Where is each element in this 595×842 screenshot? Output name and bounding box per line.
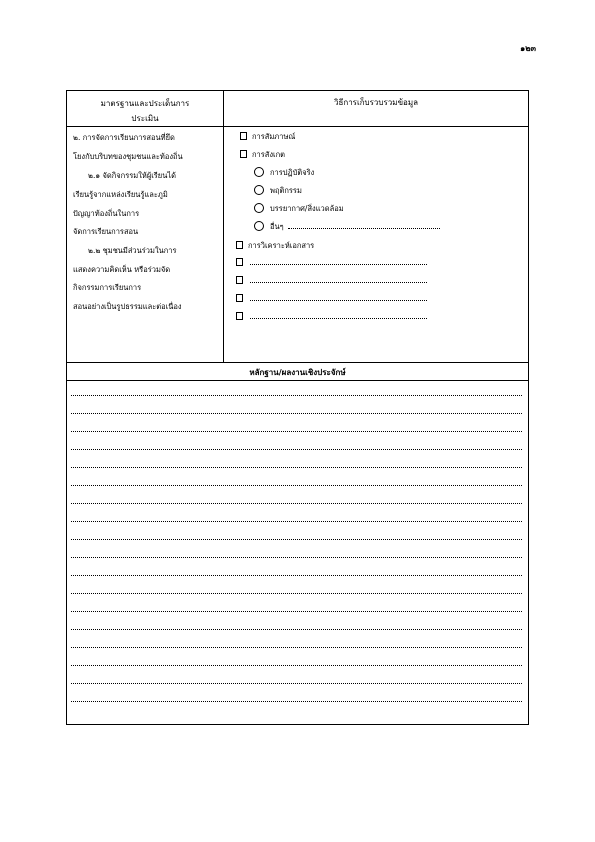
checkbox-observation[interactable] — [240, 150, 247, 158]
blank-fill-line[interactable] — [250, 276, 427, 283]
standard-text: จัดการเรียนการสอน — [73, 227, 139, 236]
header-methods-cell — [224, 91, 528, 127]
checkbox-document-analysis[interactable] — [236, 241, 243, 249]
evidence-line[interactable] — [71, 701, 522, 702]
evidence-line[interactable] — [71, 431, 522, 432]
radio-atmosphere[interactable] — [254, 203, 264, 213]
header-standards-line1: มาตรฐานและประเด็นการ — [100, 99, 190, 108]
evidence-line[interactable] — [71, 593, 522, 594]
methods-cell — [224, 127, 528, 363]
header-standards-line2: ประเมิน — [131, 114, 159, 123]
evidence-line[interactable] — [71, 539, 522, 540]
checkbox-blank[interactable] — [236, 294, 243, 302]
radio-behavior[interactable] — [254, 185, 264, 195]
evidence-line[interactable] — [71, 557, 522, 558]
evidence-line[interactable] — [71, 395, 522, 396]
checkbox-blank[interactable] — [236, 312, 243, 320]
method-blank-row[interactable] — [236, 258, 427, 267]
standard-text: โยงกับบริบทของชุมชนและท้องถิ่น — [73, 152, 183, 161]
header-standards-cell — [67, 91, 224, 127]
method-blank-row[interactable] — [236, 276, 427, 285]
evidence-line[interactable] — [71, 413, 522, 414]
method-interview[interactable] — [240, 131, 295, 143]
observation-option-label: การปฏิบัติจริง — [270, 168, 315, 177]
checkbox-blank[interactable] — [236, 258, 243, 266]
observation-option-label: พฤติกรรม — [270, 186, 302, 195]
blank-fill-line[interactable] — [250, 312, 427, 319]
evidence-line[interactable] — [71, 683, 522, 684]
evidence-line[interactable] — [71, 611, 522, 612]
standard-text: ๒.๑ จัดกิจกรรมให้ผู้เรียนได้ — [88, 171, 176, 180]
method-blank-row[interactable] — [236, 312, 427, 321]
evidence-line[interactable] — [71, 467, 522, 468]
evidence-line[interactable] — [71, 629, 522, 630]
method-document-analysis-label: การวิเคราะห์เอกสาร — [248, 241, 315, 250]
other-fill-line[interactable] — [288, 222, 440, 229]
method-document-analysis[interactable] — [236, 240, 314, 252]
method-blank-row[interactable] — [236, 294, 427, 303]
standards-cell — [67, 127, 224, 363]
method-observation[interactable] — [240, 149, 285, 161]
observation-option[interactable] — [254, 185, 302, 197]
standard-text: สอนอย่างเป็นรูปธรรมและต่อเนื่อง — [73, 302, 182, 311]
standard-text: ปัญญาท้องถิ่นในการ — [73, 209, 140, 218]
observation-option-label: อื่นๆ — [270, 222, 284, 231]
standard-text: ๒.๒ ชุมชนมีส่วนร่วมในการ — [88, 246, 177, 255]
standard-text: เรียนรู้จากแหล่งเรียนรู้และภูมิ — [73, 190, 168, 199]
evidence-title — [67, 363, 528, 381]
evidence-line[interactable] — [71, 647, 522, 648]
method-observation-label: การสังเกต — [252, 150, 285, 159]
method-interview-label: การสัมภาษณ์ — [252, 132, 296, 141]
page-number: ๑๒๓ — [520, 44, 536, 53]
standard-text: แสดงความคิดเห็น หรือร่วมจัด — [73, 265, 171, 274]
checkbox-interview[interactable] — [240, 132, 247, 140]
observation-option[interactable] — [254, 167, 314, 179]
assessment-form-table — [66, 90, 529, 725]
blank-fill-line[interactable] — [250, 294, 427, 301]
header-methods-label: วิธีการเก็บรวบรวมข้อมูล — [333, 98, 419, 107]
standard-text: กิจกรรมการเรียนการ — [73, 283, 142, 292]
evidence-line[interactable] — [71, 449, 522, 450]
evidence-line[interactable] — [71, 521, 522, 522]
observation-option[interactable] — [254, 221, 440, 233]
observation-option-label: บรรยากาศ/สิ่งแวดล้อม — [270, 204, 344, 213]
observation-option[interactable] — [254, 203, 344, 215]
evidence-line[interactable] — [71, 503, 522, 504]
radio-practice[interactable] — [254, 167, 264, 177]
evidence-line[interactable] — [71, 485, 522, 486]
checkbox-blank[interactable] — [236, 276, 243, 284]
radio-other[interactable] — [254, 221, 264, 231]
evidence-line[interactable] — [71, 575, 522, 576]
evidence-title-label: หลักฐาน/ผลงานเชิงประจักษ์ — [249, 368, 346, 377]
standard-text: ๒. การจัดการเรียนการสอนที่ยึด — [73, 133, 175, 142]
evidence-line[interactable] — [71, 665, 522, 666]
blank-fill-line[interactable] — [250, 258, 427, 265]
